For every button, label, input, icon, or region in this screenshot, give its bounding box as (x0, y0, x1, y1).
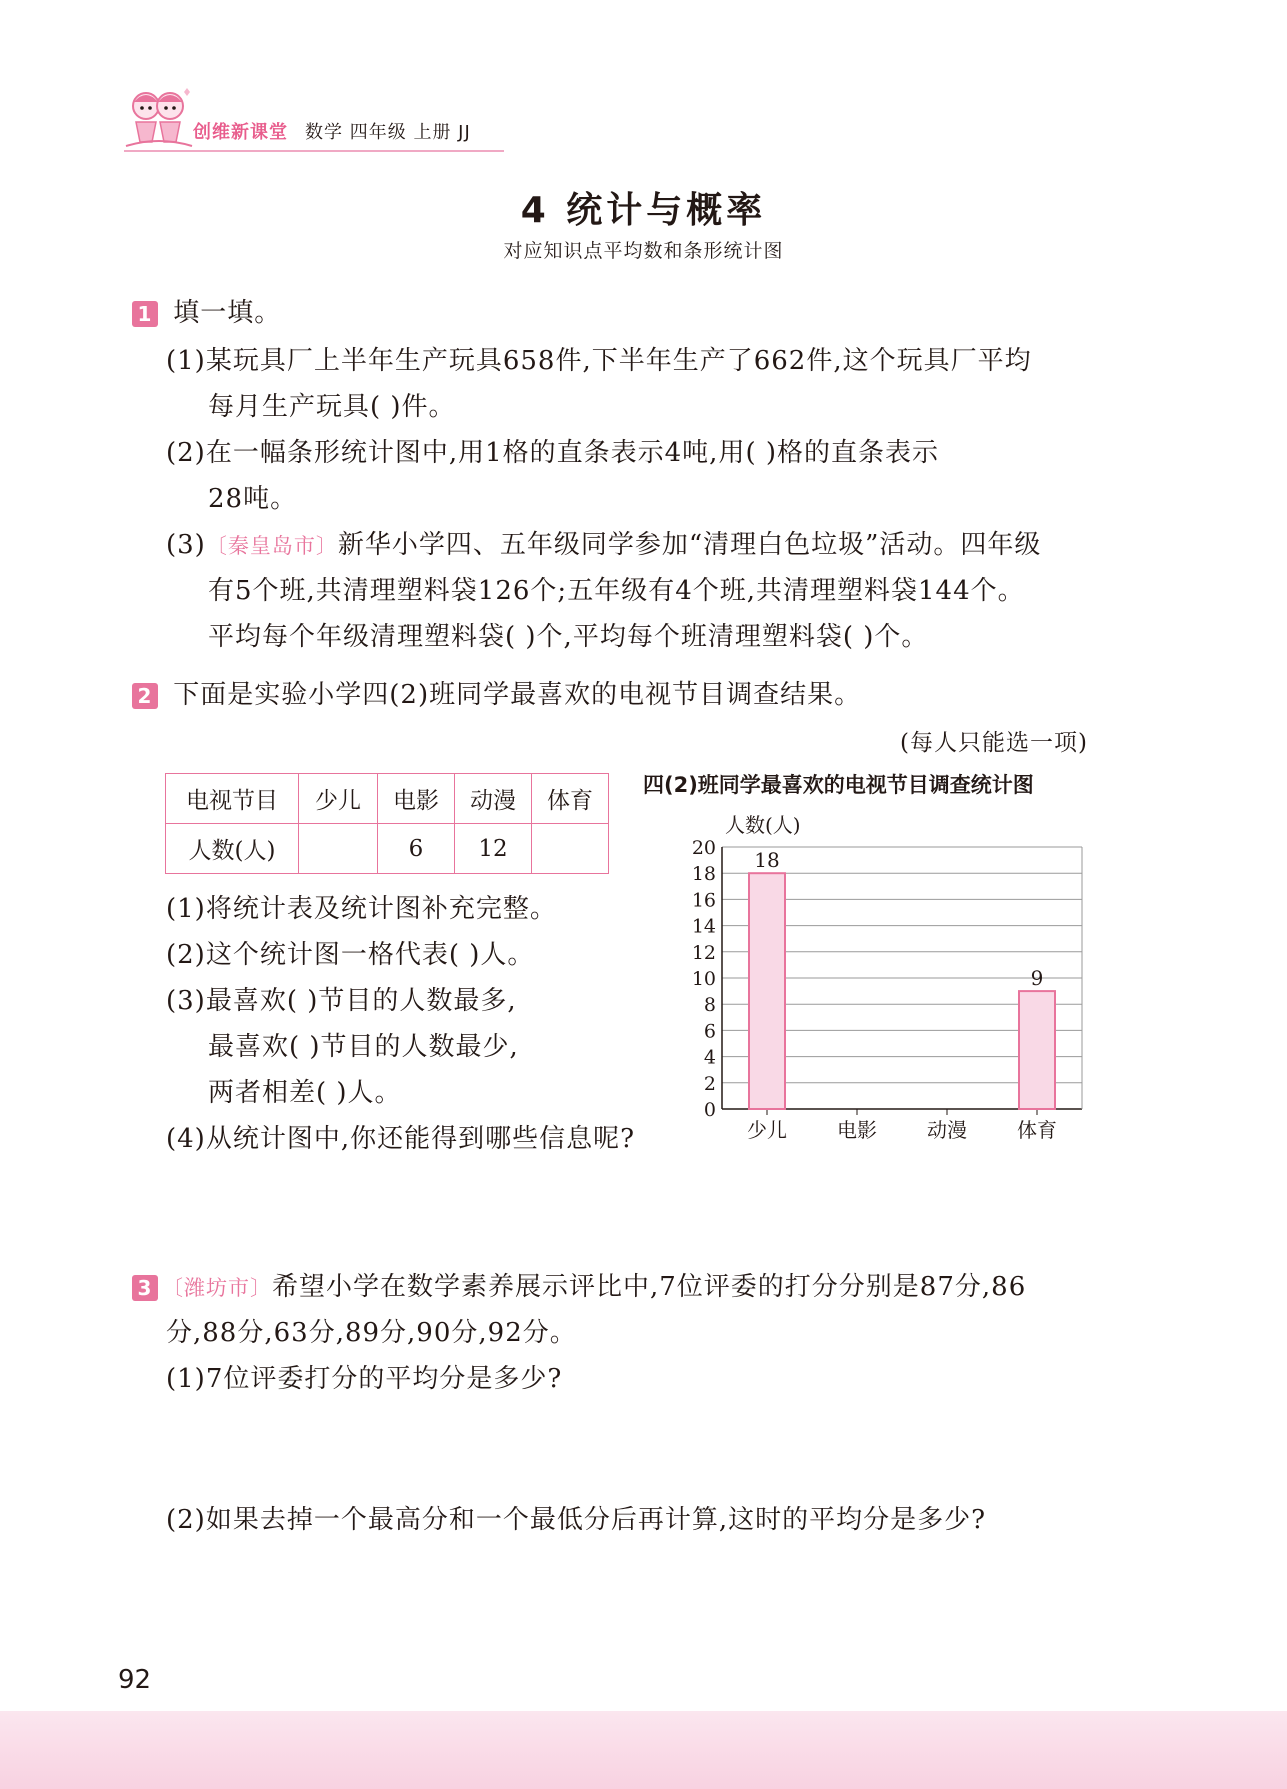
mascot-logo-icon (124, 86, 194, 152)
chart-x-tick-label: 少儿 (747, 1118, 787, 1142)
table-cell: 12 (455, 824, 532, 874)
chart-y-tick-label: 14 (691, 915, 716, 938)
chart-y-tick-label: 0 (703, 1099, 716, 1121)
chart-y-tick-label: 12 (691, 941, 716, 964)
table-cell: 6 (378, 824, 455, 874)
q1-part2-line1: (2)在一幅条形统计图中,用1格的直条表示4吨,用( )格的直条表示 (166, 438, 939, 468)
table-row (166, 774, 609, 824)
q3-sub2: (2)如果去掉一个最高分和一个最低分后再计算,这时的平均分是多少? (166, 1505, 987, 1535)
chart-y-tick-label: 16 (691, 889, 716, 912)
chart-labels (692, 837, 1057, 1142)
header-divider (124, 150, 504, 152)
table-row-label: 人数(人) (166, 824, 299, 874)
chart-y-axis-label: 人数(人) (725, 813, 801, 837)
chart-title: 四(2)班同学最喜欢的电视节目调查统计图 (643, 773, 1034, 797)
footer-band (0, 1711, 1287, 1789)
chart-data-label: 9 (1030, 966, 1044, 991)
chart-bar (1019, 991, 1055, 1109)
q2-note: (每人只能选一项) (900, 730, 1088, 756)
table-cell (299, 824, 378, 874)
chart-x-tick-label: 体育 (1017, 1118, 1057, 1142)
q3-sub1: (1)7位评委打分的平均分是多少? (166, 1364, 563, 1394)
chapter-title: 4 统计与概率 (520, 190, 767, 231)
table-category: 少儿 (299, 774, 378, 824)
question-3-line2: 分,88分,63分,89分,90分,92分。 (166, 1318, 577, 1348)
chart-x-tick-label: 动漫 (927, 1118, 967, 1142)
brand-name: 创维新课堂 (193, 122, 288, 143)
survey-table (165, 773, 609, 874)
question-1-heading (132, 298, 281, 328)
chart-data-label: 18 (754, 848, 780, 873)
q2-sub3-line3: 两者相差( )人。 (208, 1078, 402, 1108)
table-category: 电影 (378, 774, 455, 824)
question-3-text: 希望小学在数学素养展示评比中,7位评委的打分分别是87分,86 (272, 1272, 1027, 1302)
chart-y-tick-label: 6 (703, 1020, 716, 1043)
table-cell (532, 824, 609, 874)
q1-part3-line3: 平均每个年级清理塑料袋( )个,平均每个班清理塑料袋( )个。 (208, 622, 929, 652)
chart-y-tick-label: 10 (691, 968, 716, 990)
q1-part1-line2: 每月生产玩具( )件。 (208, 392, 456, 422)
q2-sub3-line1: (3)最喜欢( )节目的人数最多, (166, 986, 517, 1016)
q2-sub2: (2)这个统计图一格代表( )人。 (166, 940, 535, 970)
q1-part3-text: 新华小学四、五年级同学参加“清理白色垃圾”活动。四年级 (337, 530, 1042, 560)
question-3-line1 (132, 1272, 1026, 1303)
question-1-title: 填一填。 (173, 298, 282, 328)
q2-sub1: (1)将统计表及统计图补充完整。 (166, 894, 557, 924)
chart-y-tick-label: 4 (703, 1046, 716, 1069)
q1-part1-line1: (1)某玩具厂上半年生产玩具658件,下半年生产了662件,这个玩具厂平均 (166, 346, 1032, 376)
table-category: 体育 (532, 774, 609, 824)
book-subject: 数学 四年级 上册 JJ (305, 122, 471, 143)
chart-y-tick-label: 8 (703, 994, 716, 1017)
question-number-badge: 3 (132, 1275, 158, 1301)
q2-sub4: (4)从统计图中,你还能得到哪些信息呢? (166, 1124, 636, 1154)
question-2-heading (132, 680, 861, 710)
page-number: 92 (118, 1665, 152, 1695)
table-category: 动漫 (455, 774, 532, 824)
chart-bar (749, 873, 785, 1109)
chart-y-tick-label: 18 (691, 863, 716, 886)
q1-part3-line1 (166, 530, 1041, 561)
q1-part2-line2: 28吨。 (208, 484, 298, 514)
question-number-badge: 2 (132, 683, 158, 709)
q2-sub3-line2: 最喜欢( )节目的人数最少, (208, 1032, 519, 1062)
chart-x-tick-label: 电影 (837, 1118, 877, 1142)
chart-y-tick-label: 20 (691, 837, 716, 859)
bar-chart (640, 765, 1140, 1145)
table-header-label: 电视节目 (166, 774, 299, 824)
q1-part3-line2: 有5个班,共清理塑料袋126个;五年级有4个班,共清理塑料袋144个。 (208, 576, 1025, 606)
region-tag: 〔潍坊市〕 (162, 1276, 272, 1300)
q1-part3-prefix: (3) (166, 530, 206, 560)
table-row (166, 824, 609, 874)
question-2-title: 下面是实验小学四(2)班同学最喜欢的电视节目调查结果。 (173, 680, 862, 710)
chapter-subtitle: 对应知识点平均数和条形统计图 (503, 240, 784, 262)
chart-y-tick-label: 2 (703, 1072, 716, 1095)
region-tag: 〔秦皇岛市〕 (205, 534, 338, 558)
question-number-badge: 1 (132, 301, 158, 327)
chart-bars (749, 873, 1055, 1109)
